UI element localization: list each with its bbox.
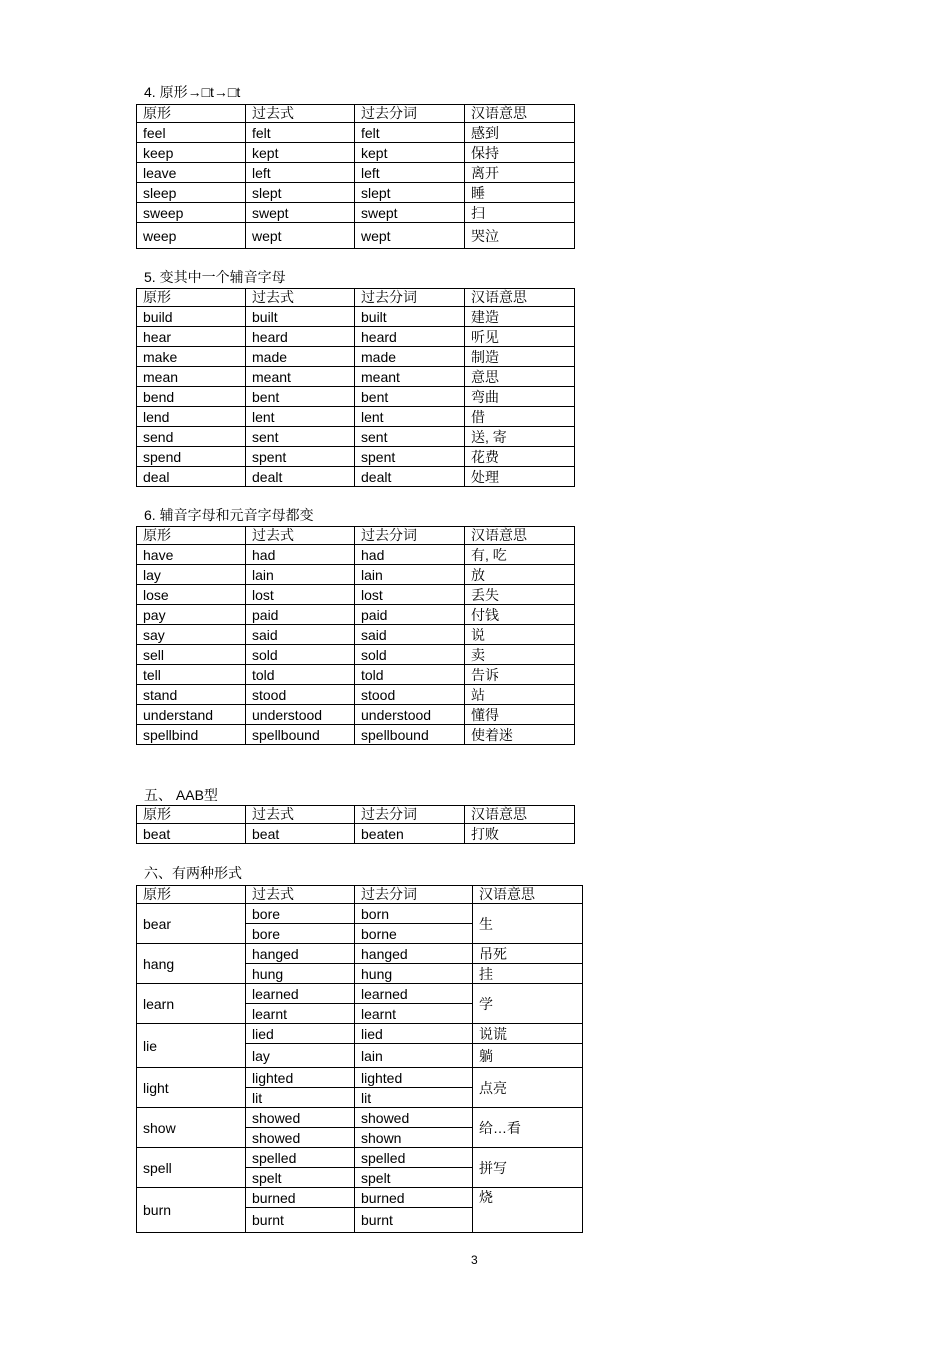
past-participle-cell: kept: [355, 143, 465, 163]
past-participle-cell: beaten: [355, 824, 465, 844]
past-participle-cell: meant: [355, 367, 465, 387]
section-aab-heading: 五、 AAB型: [144, 787, 218, 803]
header-row: [137, 886, 583, 904]
header-row: [137, 289, 575, 307]
past-participle-cell: lain: [355, 565, 465, 585]
table-row: [137, 1024, 583, 1044]
base-form-cell: lend: [137, 407, 246, 427]
table-row: [137, 944, 583, 964]
header-cell: 原形: [137, 105, 246, 123]
past-tense-cell: said: [246, 625, 355, 645]
past-tense-cell: lit: [246, 1088, 355, 1108]
table-row: [137, 984, 583, 1004]
past-participle-cell: left: [355, 163, 465, 183]
past-tense-cell: bore: [246, 904, 355, 924]
header-cell: 汉语意思: [465, 806, 575, 824]
header-cell: 原形: [137, 289, 246, 307]
section-6-table: [136, 526, 575, 745]
past-participle-cell: showed: [355, 1108, 473, 1128]
past-tense-cell: dealt: [246, 467, 355, 487]
past-participle-cell: bent: [355, 387, 465, 407]
section-4-heading: 4. 原形→□t→□t: [144, 84, 241, 100]
meaning-cell: 懂得: [465, 705, 575, 725]
past-tense-cell: told: [246, 665, 355, 685]
past-participle-cell: built: [355, 307, 465, 327]
meaning-cell: 制造: [465, 347, 575, 367]
past-participle-cell: learnt: [355, 1004, 473, 1024]
section-two-forms-heading: 六、有两种形式: [144, 865, 242, 881]
past-tense-cell: spelled: [246, 1148, 355, 1168]
past-tense-cell: hanged: [246, 944, 355, 964]
past-participle-cell: learned: [355, 984, 473, 1004]
meaning-cell: 借: [465, 407, 575, 427]
base-form-cell: pay: [137, 605, 246, 625]
meaning-cell: 吊死: [473, 944, 583, 964]
past-tense-cell: lain: [246, 565, 355, 585]
meaning-cell: 放: [465, 565, 575, 585]
past-tense-cell: lay: [246, 1044, 355, 1068]
meaning-cell: 挂: [473, 964, 583, 984]
past-tense-cell: paid: [246, 605, 355, 625]
meaning-cell: 说: [465, 625, 575, 645]
past-participle-cell: dealt: [355, 467, 465, 487]
base-form-cell: spellbind: [137, 725, 246, 745]
past-tense-cell: lost: [246, 585, 355, 605]
meaning-cell: 点亮: [473, 1068, 583, 1108]
header-row: [137, 806, 575, 824]
base-form-cell: bend: [137, 387, 246, 407]
section-6-heading: 6. 辅音字母和元音字母都变: [144, 507, 314, 523]
past-tense-cell: meant: [246, 367, 355, 387]
table-row: [137, 545, 575, 565]
base-form-cell: tell: [137, 665, 246, 685]
table-row: [137, 367, 575, 387]
base-form-cell: leave: [137, 163, 246, 183]
base-form-cell: bear: [137, 904, 246, 944]
base-form-cell: send: [137, 427, 246, 447]
past-participle-cell: told: [355, 665, 465, 685]
past-participle-cell: paid: [355, 605, 465, 625]
meaning-cell: 送, 寄: [465, 427, 575, 447]
meaning-cell: 花费: [465, 447, 575, 467]
table-row: [137, 625, 575, 645]
past-tense-cell: lied: [246, 1024, 355, 1044]
table-row: [137, 824, 575, 844]
base-form-cell: mean: [137, 367, 246, 387]
past-participle-cell: borne: [355, 924, 473, 944]
section-4-table: [136, 104, 575, 249]
past-tense-cell: hung: [246, 964, 355, 984]
past-tense-cell: made: [246, 347, 355, 367]
past-tense-cell: lighted: [246, 1068, 355, 1088]
past-tense-cell: swept: [246, 203, 355, 223]
past-tense-cell: sent: [246, 427, 355, 447]
past-participle-cell: made: [355, 347, 465, 367]
past-participle-cell: had: [355, 545, 465, 565]
base-form-cell: beat: [137, 824, 246, 844]
past-tense-cell: felt: [246, 123, 355, 143]
past-tense-cell: had: [246, 545, 355, 565]
past-participle-cell: lighted: [355, 1068, 473, 1088]
base-form-cell: light: [137, 1068, 246, 1108]
header-cell: 过去分词: [355, 527, 465, 545]
base-form-cell: sell: [137, 645, 246, 665]
table-row: [137, 447, 575, 467]
meaning-cell: 保持: [465, 143, 575, 163]
header-cell: 过去式: [246, 105, 355, 123]
past-tense-cell: heard: [246, 327, 355, 347]
header-cell: 过去式: [246, 289, 355, 307]
base-form-cell: understand: [137, 705, 246, 725]
table-row: [137, 1148, 583, 1168]
past-tense-cell: burnt: [246, 1208, 355, 1233]
table-row: [137, 565, 575, 585]
section-5-heading: 5. 变其中一个辅音字母: [144, 269, 286, 285]
past-tense-cell: kept: [246, 143, 355, 163]
meaning-cell: 睡: [465, 183, 575, 203]
past-participle-cell: lied: [355, 1024, 473, 1044]
past-tense-cell: wept: [246, 223, 355, 249]
past-participle-cell: slept: [355, 183, 465, 203]
meaning-cell: 烧: [473, 1188, 583, 1233]
past-participle-cell: burned: [355, 1188, 473, 1208]
table-row: [137, 1068, 583, 1088]
header-cell: 原形: [137, 806, 246, 824]
header-cell: 过去式: [246, 527, 355, 545]
header-cell: 过去分词: [355, 886, 473, 904]
table-row: [137, 585, 575, 605]
base-form-cell: spend: [137, 447, 246, 467]
base-form-cell: feel: [137, 123, 246, 143]
table-row: [137, 163, 575, 183]
past-tense-cell: bent: [246, 387, 355, 407]
base-form-cell: learn: [137, 984, 246, 1024]
table-row: [137, 123, 575, 143]
past-participle-cell: burnt: [355, 1208, 473, 1233]
meaning-cell: 听见: [465, 327, 575, 347]
past-participle-cell: spent: [355, 447, 465, 467]
meaning-cell: 弯曲: [465, 387, 575, 407]
table-row: [137, 605, 575, 625]
table-row: [137, 223, 575, 249]
table-row: [137, 1108, 583, 1128]
header-cell: 汉语意思: [465, 527, 575, 545]
past-tense-cell: learned: [246, 984, 355, 1004]
past-tense-cell: burned: [246, 1188, 355, 1208]
header-cell: 过去分词: [355, 806, 465, 824]
meaning-cell: 站: [465, 685, 575, 705]
meaning-cell: 告诉: [465, 665, 575, 685]
past-participle-cell: lit: [355, 1088, 473, 1108]
base-form-cell: have: [137, 545, 246, 565]
past-tense-cell: spent: [246, 447, 355, 467]
past-participle-cell: said: [355, 625, 465, 645]
past-tense-cell: spelt: [246, 1168, 355, 1188]
table-row: [137, 467, 575, 487]
table-row: [137, 407, 575, 427]
base-form-cell: lose: [137, 585, 246, 605]
header-row: [137, 527, 575, 545]
past-tense-cell: beat: [246, 824, 355, 844]
past-tense-cell: showed: [246, 1108, 355, 1128]
past-participle-cell: lain: [355, 1044, 473, 1068]
meaning-cell: 给…看: [473, 1108, 583, 1148]
meaning-cell: 说谎: [473, 1024, 583, 1044]
base-form-cell: hear: [137, 327, 246, 347]
meaning-cell: 感到: [465, 123, 575, 143]
meaning-cell: 使着迷: [465, 725, 575, 745]
table-row: [137, 347, 575, 367]
meaning-cell: 付钱: [465, 605, 575, 625]
section-aab-table: [136, 805, 575, 844]
meaning-cell: 建造: [465, 307, 575, 327]
meaning-cell: 躺: [473, 1044, 583, 1068]
table-row: [137, 307, 575, 327]
base-form-cell: say: [137, 625, 246, 645]
past-tense-cell: learnt: [246, 1004, 355, 1024]
base-form-cell: weep: [137, 223, 246, 249]
past-tense-cell: lent: [246, 407, 355, 427]
header-cell: 过去式: [246, 886, 355, 904]
header-cell: 过去式: [246, 806, 355, 824]
meaning-cell: 学: [473, 984, 583, 1024]
past-participle-cell: sold: [355, 645, 465, 665]
past-participle-cell: spellbound: [355, 725, 465, 745]
section-5-table: [136, 288, 575, 487]
table-row: [137, 645, 575, 665]
past-participle-cell: wept: [355, 223, 465, 249]
base-form-cell: make: [137, 347, 246, 367]
base-form-cell: lie: [137, 1024, 246, 1068]
header-cell: 过去分词: [355, 289, 465, 307]
base-form-cell: build: [137, 307, 246, 327]
page-number: 3: [471, 1253, 478, 1267]
meaning-cell: 意思: [465, 367, 575, 387]
header-cell: 汉语意思: [465, 105, 575, 123]
base-form-cell: keep: [137, 143, 246, 163]
past-participle-cell: born: [355, 904, 473, 924]
table-row: [137, 685, 575, 705]
past-participle-cell: stood: [355, 685, 465, 705]
past-participle-cell: spelled: [355, 1148, 473, 1168]
past-participle-cell: lost: [355, 585, 465, 605]
section-two-forms-table: [136, 885, 583, 1233]
table-row: [137, 427, 575, 447]
meaning-cell: 处理: [465, 467, 575, 487]
base-form-cell: deal: [137, 467, 246, 487]
past-participle-cell: hung: [355, 964, 473, 984]
past-tense-cell: spellbound: [246, 725, 355, 745]
meaning-cell: 拼写: [473, 1148, 583, 1188]
meaning-cell: 哭泣: [465, 223, 575, 249]
past-participle-cell: lent: [355, 407, 465, 427]
past-tense-cell: left: [246, 163, 355, 183]
past-participle-cell: sent: [355, 427, 465, 447]
table-row: [137, 725, 575, 745]
base-form-cell: sweep: [137, 203, 246, 223]
past-tense-cell: stood: [246, 685, 355, 705]
table-row: [137, 143, 575, 163]
meaning-cell: 扫: [465, 203, 575, 223]
base-form-cell: burn: [137, 1188, 246, 1233]
meaning-cell: 生: [473, 904, 583, 944]
table-row: [137, 203, 575, 223]
header-cell: 原形: [137, 527, 246, 545]
past-tense-cell: sold: [246, 645, 355, 665]
table-row: [137, 387, 575, 407]
table-row: [137, 183, 575, 203]
meaning-cell: 丢失: [465, 585, 575, 605]
header-cell: 原形: [137, 886, 246, 904]
meaning-cell: 卖: [465, 645, 575, 665]
past-participle-cell: heard: [355, 327, 465, 347]
past-participle-cell: felt: [355, 123, 465, 143]
table-row: [137, 705, 575, 725]
past-participle-cell: understood: [355, 705, 465, 725]
past-tense-cell: showed: [246, 1128, 355, 1148]
meaning-cell: 有, 吃: [465, 545, 575, 565]
past-participle-cell: hanged: [355, 944, 473, 964]
table-row: [137, 665, 575, 685]
meaning-cell: 离开: [465, 163, 575, 183]
base-form-cell: hang: [137, 944, 246, 984]
base-form-cell: spell: [137, 1148, 246, 1188]
past-tense-cell: built: [246, 307, 355, 327]
base-form-cell: stand: [137, 685, 246, 705]
past-tense-cell: understood: [246, 705, 355, 725]
past-tense-cell: slept: [246, 183, 355, 203]
base-form-cell: lay: [137, 565, 246, 585]
base-form-cell: show: [137, 1108, 246, 1148]
past-participle-cell: shown: [355, 1128, 473, 1148]
header-cell: 汉语意思: [473, 886, 583, 904]
meaning-cell: 打败: [465, 824, 575, 844]
past-participle-cell: spelt: [355, 1168, 473, 1188]
table-row: [137, 1188, 583, 1208]
header-row: [137, 105, 575, 123]
table-row: [137, 327, 575, 347]
header-cell: 过去分词: [355, 105, 465, 123]
past-participle-cell: swept: [355, 203, 465, 223]
past-tense-cell: bore: [246, 924, 355, 944]
base-form-cell: sleep: [137, 183, 246, 203]
table-row: [137, 904, 583, 924]
header-cell: 汉语意思: [465, 289, 575, 307]
